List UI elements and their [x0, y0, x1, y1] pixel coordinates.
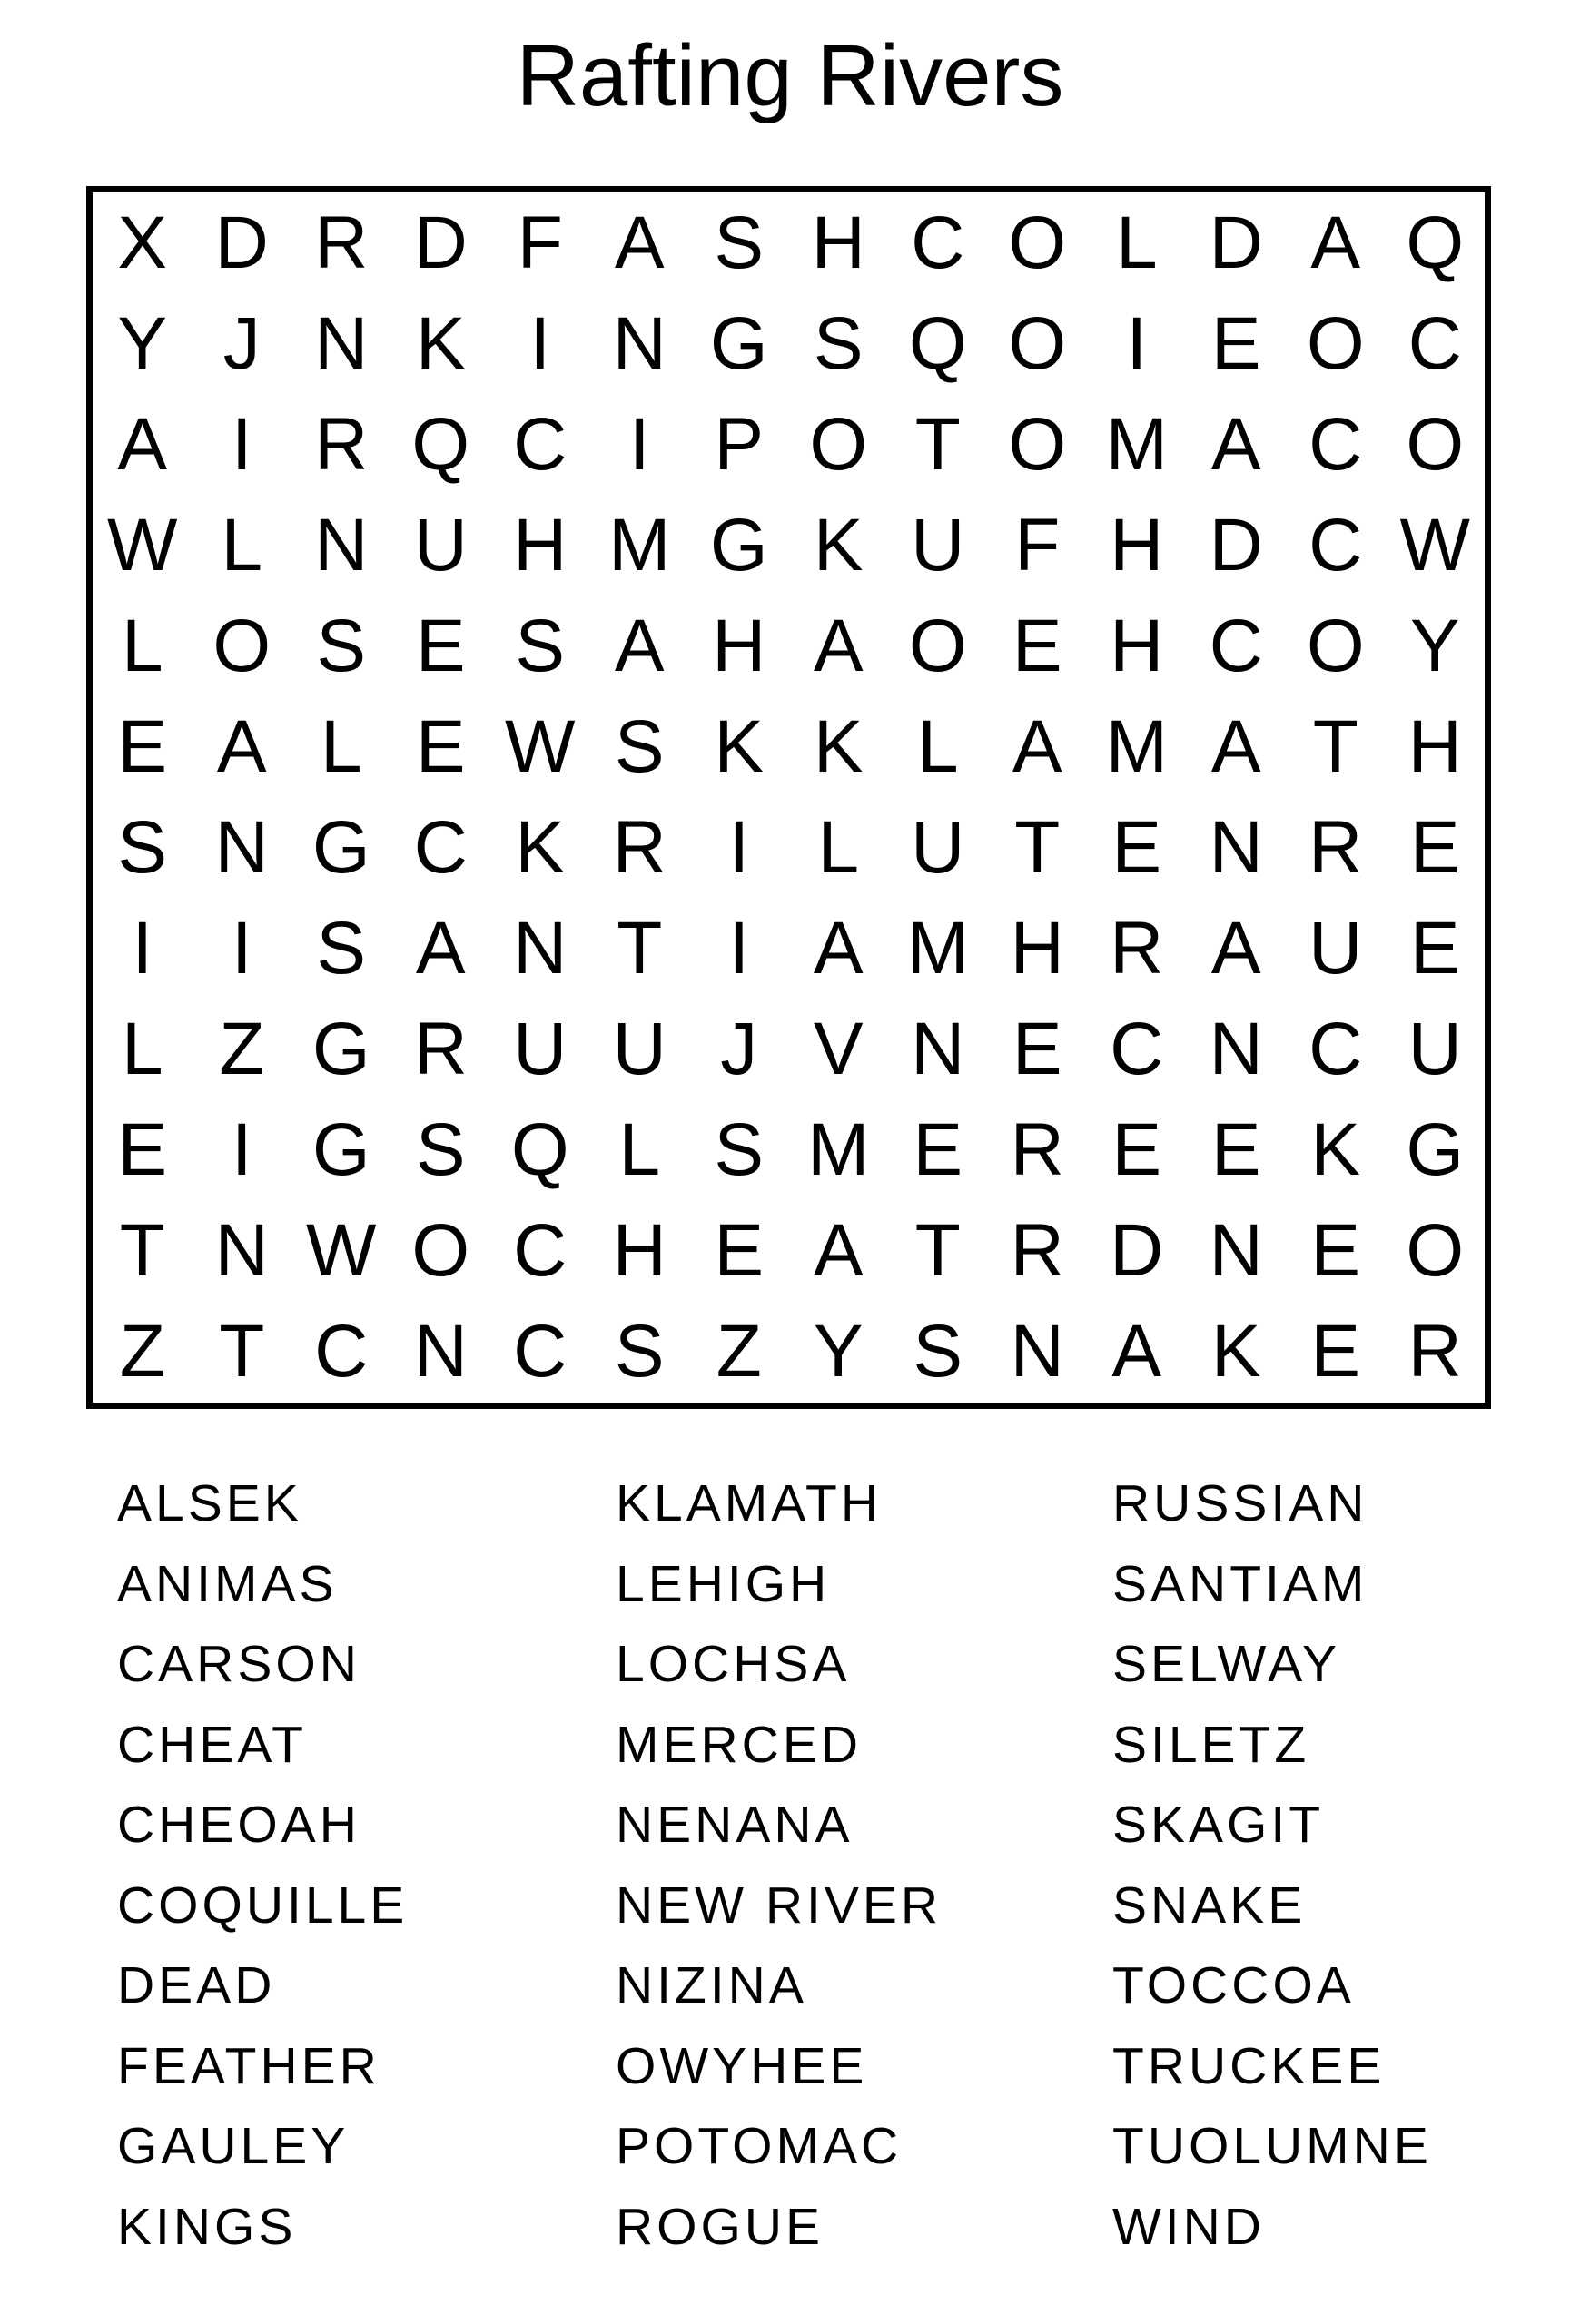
grid-cell-r6c2: A — [216, 704, 267, 788]
grid-cell-r6c8: K — [813, 704, 864, 788]
word-list-item: COQUILLE — [117, 1876, 409, 1935]
word-list-item: POTOMAC — [616, 2117, 903, 2175]
grid-cell-r9c5: U — [513, 1008, 568, 1091]
grid-cell-r11c10: R — [1010, 1209, 1064, 1293]
grid-cell-r10c9: E — [913, 1108, 963, 1192]
grid-cell-r3c6: I — [628, 402, 650, 486]
grid-cell-r1c1: X — [117, 201, 168, 284]
grid-cell-r9c10: E — [1012, 1008, 1062, 1091]
grid-cell-r3c9: T — [914, 402, 961, 486]
grid-cell-r2c6: N — [612, 301, 667, 385]
grid-cell-r10c7: S — [714, 1108, 765, 1192]
grid-cell-r4c14: W — [1399, 503, 1470, 586]
word-list-item: SELWAY — [1112, 1635, 1340, 1693]
grid-cell-r4c1: W — [107, 503, 178, 586]
grid-cell-r4c12: D — [1209, 503, 1263, 586]
grid-cell-r3c2: I — [231, 402, 252, 486]
grid-cell-r7c10: T — [1014, 806, 1061, 890]
grid-cell-r2c3: N — [314, 301, 369, 385]
grid-cell-r1c7: S — [714, 201, 765, 284]
grid-cell-r4c10: F — [1014, 503, 1061, 586]
grid-cell-r1c8: H — [811, 201, 865, 284]
grid-cell-r11c5: C — [513, 1209, 568, 1293]
grid-cell-r1c5: F — [517, 201, 563, 284]
grid-cell-r6c1: E — [117, 704, 168, 788]
grid-cell-r10c11: E — [1111, 1108, 1162, 1192]
grid-cell-r3c13: C — [1308, 402, 1363, 486]
grid-cell-r10c6: L — [618, 1108, 661, 1192]
grid-cell-r4c2: L — [221, 503, 263, 586]
grid-cell-r6c4: E — [415, 704, 466, 788]
grid-cell-r11c4: O — [411, 1209, 470, 1293]
grid-cell-r7c11: E — [1111, 806, 1162, 890]
word-list-item: NEW RIVER — [616, 1876, 943, 1935]
grid-cell-r4c6: M — [608, 503, 671, 586]
word-list-item: WIND — [1112, 2197, 1265, 2256]
grid-cell-r1c14: Q — [1406, 201, 1465, 284]
grid-cell-r2c8: S — [813, 301, 864, 385]
word-list-item: NIZINA — [616, 1956, 807, 2014]
word-list-item: CHEAT — [117, 1715, 307, 1774]
grid-cell-r3c4: Q — [411, 402, 470, 486]
grid-cell-r10c12: E — [1210, 1108, 1261, 1192]
grid-cell-r7c7: I — [728, 806, 750, 890]
grid-cell-r2c4: K — [415, 301, 466, 385]
grid-cell-r2c14: C — [1407, 301, 1462, 385]
grid-cell-r6c13: T — [1312, 704, 1358, 788]
word-list-item: TRUCKEE — [1112, 2036, 1386, 2095]
grid-cell-r6c7: K — [714, 704, 765, 788]
grid-cell-r11c1: T — [119, 1209, 165, 1293]
grid-cell-r3c7: P — [714, 402, 765, 486]
grid-cell-r12c1: Z — [119, 1310, 165, 1393]
grid-cell-r7c6: R — [612, 806, 667, 890]
grid-cell-r8c9: M — [906, 907, 969, 990]
grid-cell-r6c3: L — [320, 704, 362, 788]
grid-cell-r12c4: N — [413, 1310, 468, 1393]
grid-cell-r5c14: Y — [1409, 604, 1460, 687]
grid-cell-r12c6: S — [614, 1310, 665, 1393]
grid-cell-r8c1: I — [132, 907, 153, 990]
grid-cell-r10c3: G — [311, 1108, 370, 1192]
grid-cell-r1c10: O — [1008, 201, 1067, 284]
grid-cell-r3c11: M — [1105, 402, 1168, 486]
word-list-item: ROGUE — [616, 2197, 825, 2256]
grid-cell-r5c13: O — [1306, 604, 1365, 687]
word-list-item: CARSON — [117, 1635, 360, 1693]
grid-cell-r2c12: E — [1210, 301, 1261, 385]
puzzle-title: Rafting Rivers — [516, 27, 1064, 124]
grid-cell-r4c5: H — [513, 503, 568, 586]
word-list-item: MERCED — [616, 1715, 863, 1774]
grid-cell-r9c3: G — [311, 1008, 370, 1091]
grid-cell-r7c1: S — [117, 806, 168, 890]
grid-cell-r3c1: A — [117, 402, 168, 486]
grid-cell-r6c9: L — [916, 704, 959, 788]
grid-cell-r2c1: Y — [117, 301, 168, 385]
grid-cell-r6c10: A — [1012, 704, 1062, 788]
grid-cell-r8c10: H — [1010, 907, 1064, 990]
grid-cell-r11c12: N — [1209, 1209, 1263, 1293]
grid-cell-r3c8: O — [809, 402, 868, 486]
grid-cell-r5c2: O — [212, 604, 272, 687]
grid-cell-r1c12: D — [1209, 201, 1263, 284]
grid-cell-r1c13: A — [1310, 201, 1361, 284]
grid-cell-r5c6: A — [614, 604, 665, 687]
grid-cell-r10c5: Q — [510, 1108, 569, 1192]
grid-cell-r7c14: E — [1409, 806, 1460, 890]
word-list-item: FEATHER — [117, 2036, 380, 2095]
grid-cell-r8c11: R — [1110, 907, 1164, 990]
grid-cell-r10c2: I — [231, 1108, 252, 1192]
grid-cell-r10c4: S — [415, 1108, 466, 1192]
word-list-item: SILETZ — [1112, 1715, 1310, 1774]
grid-cell-r12c5: C — [513, 1310, 568, 1393]
word-list-item: ANIMAS — [117, 1554, 338, 1613]
grid-cell-r8c8: A — [813, 907, 864, 990]
grid-cell-r8c5: N — [513, 907, 568, 990]
grid-cell-r7c4: C — [413, 806, 468, 890]
word-list-item: KINGS — [117, 2197, 297, 2256]
grid-cell-r11c7: E — [714, 1209, 765, 1293]
grid-cell-r11c11: D — [1110, 1209, 1164, 1293]
grid-cell-r9c2: Z — [219, 1008, 265, 1091]
grid-cell-r6c12: A — [1210, 704, 1261, 788]
grid-cell-r4c3: N — [314, 503, 369, 586]
grid-cell-r4c11: H — [1110, 503, 1164, 586]
grid-cell-r12c8: Y — [813, 1310, 864, 1393]
grid-cell-r9c4: R — [413, 1008, 468, 1091]
grid-cell-r9c13: C — [1308, 1008, 1363, 1091]
grid-cell-r2c11: I — [1126, 301, 1148, 385]
grid-cell-r6c14: H — [1407, 704, 1462, 788]
grid-cell-r4c9: U — [911, 503, 965, 586]
word-list-item: SANTIAM — [1112, 1554, 1368, 1613]
grid-cell-r9c8: V — [813, 1008, 864, 1091]
grid-cell-r1c3: R — [314, 201, 369, 284]
word-list-item: KLAMATH — [616, 1474, 882, 1532]
grid-cell-r2c5: I — [529, 301, 551, 385]
grid-cell-r6c6: S — [614, 704, 665, 788]
grid-cell-r5c5: S — [515, 604, 566, 687]
grid-cell-r8c12: A — [1210, 907, 1261, 990]
grid-cell-r12c14: R — [1407, 1310, 1462, 1393]
grid-cell-r11c2: N — [214, 1209, 269, 1293]
grid-cell-r7c13: R — [1308, 806, 1363, 890]
grid-cell-r8c7: I — [728, 907, 750, 990]
grid-cell-r10c8: M — [807, 1108, 870, 1192]
grid-cell-r10c10: R — [1010, 1108, 1064, 1192]
grid-cell-r1c2: D — [214, 201, 269, 284]
word-list-item: CHEOAH — [117, 1796, 360, 1854]
grid-cell-r5c8: A — [813, 604, 864, 687]
grid-cell-r5c12: C — [1209, 604, 1263, 687]
word-list-item: SKAGIT — [1112, 1796, 1325, 1854]
grid-cell-r6c11: M — [1105, 704, 1168, 788]
grid-cell-r7c3: G — [311, 806, 370, 890]
grid-cell-r9c9: N — [911, 1008, 965, 1091]
grid-cell-r3c14: O — [1406, 402, 1465, 486]
grid-cell-r9c1: L — [121, 1008, 163, 1091]
grid-cell-r5c3: S — [316, 604, 367, 687]
grid-cell-r2c2: J — [222, 301, 261, 385]
grid-cell-r12c10: N — [1010, 1310, 1064, 1393]
grid-cell-r10c14: G — [1406, 1108, 1465, 1192]
grid-cell-r9c6: U — [612, 1008, 667, 1091]
grid-cell-r5c10: E — [1012, 604, 1062, 687]
grid-cell-r12c9: S — [913, 1310, 963, 1393]
grid-cell-r4c4: U — [413, 503, 468, 586]
word-list-item: RUSSIAN — [1112, 1474, 1368, 1532]
grid-cell-r12c12: K — [1210, 1310, 1261, 1393]
grid-cell-r9c7: J — [720, 1008, 758, 1091]
grid-cell-r10c1: E — [117, 1108, 168, 1192]
grid-cell-r11c3: W — [306, 1209, 377, 1293]
word-list-item: SNAKE — [1112, 1876, 1307, 1935]
grid-cell-r3c12: A — [1210, 402, 1261, 486]
grid-cell-r11c8: A — [813, 1209, 864, 1293]
word-list-item: NENANA — [616, 1796, 854, 1854]
grid-cell-r5c9: O — [908, 604, 967, 687]
word-list-item: OWYHEE — [616, 2036, 868, 2095]
grid-cell-r12c7: Z — [716, 1310, 762, 1393]
grid-cell-r7c8: L — [817, 806, 860, 890]
grid-cell-r8c2: I — [231, 907, 252, 990]
grid-cell-r8c4: A — [415, 907, 466, 990]
grid-cell-r5c4: E — [415, 604, 466, 687]
grid-cell-r5c11: H — [1110, 604, 1164, 687]
grid-cell-r3c5: C — [513, 402, 568, 486]
grid-cell-r8c3: S — [316, 907, 367, 990]
grid-cell-r12c2: T — [219, 1310, 265, 1393]
grid-cell-r4c8: K — [813, 503, 864, 586]
grid-cell-r8c13: U — [1308, 907, 1363, 990]
grid-cell-r1c9: C — [911, 201, 965, 284]
grid-cell-r10c13: K — [1310, 1108, 1361, 1192]
grid-cell-r2c7: G — [709, 301, 768, 385]
grid-cell-r11c13: E — [1310, 1209, 1361, 1293]
word-list-item: ALSEK — [117, 1474, 302, 1532]
grid-cell-r2c10: O — [1008, 301, 1067, 385]
word-list-item: DEAD — [117, 1956, 276, 2014]
grid-cell-r5c7: H — [712, 604, 766, 687]
grid-cell-r7c2: N — [214, 806, 269, 890]
grid-cell-r4c7: G — [709, 503, 768, 586]
grid-cell-r2c13: O — [1306, 301, 1365, 385]
grid-cell-r4c13: C — [1308, 503, 1363, 586]
grid-cell-r11c9: T — [914, 1209, 961, 1293]
word-list-column-2 — [616, 1463, 942, 2267]
grid-cell-r12c11: A — [1111, 1310, 1162, 1393]
word-list-item: TOCCOA — [1112, 1956, 1355, 2014]
grid-cell-r5c1: L — [121, 604, 163, 687]
word-list-column-1 — [117, 1463, 408, 2267]
grid-cell-r7c9: U — [911, 806, 965, 890]
grid-cell-r2c9: Q — [908, 301, 967, 385]
word-search-grid — [86, 186, 1491, 1409]
grid-cell-r8c14: E — [1409, 907, 1460, 990]
grid-cell-r1c11: L — [1115, 201, 1158, 284]
grid-cell-r1c4: D — [413, 201, 468, 284]
word-list-item: LOCHSA — [616, 1635, 851, 1693]
grid-cell-r8c6: T — [617, 907, 663, 990]
grid-cell-r7c5: K — [515, 806, 566, 890]
grid-cell-r3c3: R — [314, 402, 369, 486]
grid-cell-r11c14: O — [1406, 1209, 1465, 1293]
grid-cell-r6c5: W — [505, 704, 576, 788]
word-list-item: TUOLUMNE — [1112, 2117, 1432, 2175]
grid-cell-r9c12: N — [1209, 1008, 1263, 1091]
grid-cell-r12c13: E — [1310, 1310, 1361, 1393]
grid-cell-r7c12: N — [1209, 806, 1263, 890]
grid-cell-r1c6: A — [614, 201, 665, 284]
word-list-item: GAULEY — [117, 2117, 350, 2175]
word-list-item: LEHIGH — [616, 1554, 831, 1613]
grid-cell-r11c6: H — [612, 1209, 667, 1293]
grid-cell-r9c14: U — [1407, 1008, 1462, 1091]
grid-cell-r12c3: C — [314, 1310, 369, 1393]
grid-cell-r3c10: O — [1008, 402, 1067, 486]
grid-cell-r9c11: C — [1110, 1008, 1164, 1091]
word-list-column-3 — [1112, 1463, 1432, 2267]
